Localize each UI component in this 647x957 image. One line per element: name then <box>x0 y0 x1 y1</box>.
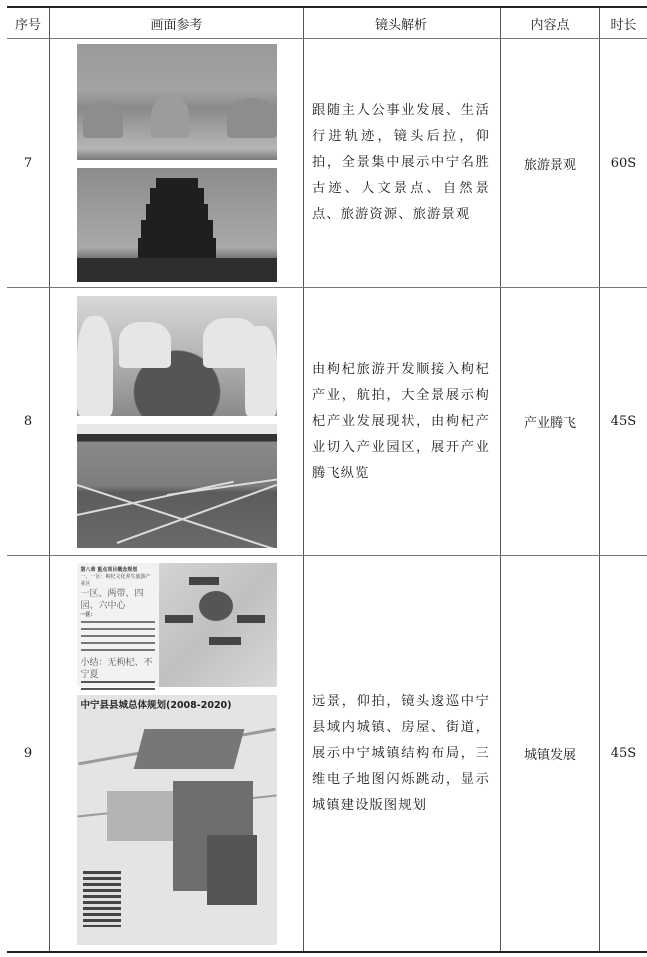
table-row <box>7 555 647 951</box>
duration: 45S <box>599 556 647 951</box>
goji-processing-factory-photo <box>77 296 277 416</box>
reference-images <box>49 556 303 951</box>
row-number: 8 <box>23 414 33 429</box>
master-plan-title: 中宁县县城总体规划(2008-2020) <box>80 699 232 711</box>
table-row <box>7 287 647 555</box>
reference-images <box>49 39 303 287</box>
table-row <box>7 39 647 287</box>
map-legend <box>83 871 121 927</box>
header-content-point: 内容点 <box>500 8 599 38</box>
county-master-plan-map <box>77 695 277 945</box>
content-point: 旅游景观 <box>500 39 599 287</box>
header-duration: 时长 <box>599 8 647 38</box>
plan-chapter: 第八章 重点项目概念规划 <box>80 566 138 573</box>
shot-description: 跟随主人公事业发展、生活行进轨迹，镜头后拉，仰拍，全景集中展示中宁名胜古迹、人文景点、自然景点、旅游资源、旅游景观 <box>312 103 490 222</box>
shot-description: 由枸杞旅游开发顺接入枸杞产业，航拍，大全景展示枸杞产业发展现状，由枸杞产业切入产业园区，展开产业腾飞纵览 <box>312 361 490 481</box>
row-number: 7 <box>23 155 33 171</box>
goji-drying-field-photo <box>77 424 277 548</box>
header-reference: 画面参考 <box>49 8 303 38</box>
sand-sculpture-photo <box>77 44 277 160</box>
table-header <box>7 8 647 39</box>
shot-script-table <box>7 6 647 953</box>
reference-images <box>49 288 303 555</box>
row-number: 9 <box>23 746 33 761</box>
content-point: 城镇发展 <box>500 556 599 951</box>
plan-tagline: 小结：无枸杞、不宁夏 <box>80 657 153 680</box>
plan-body-text <box>81 621 155 655</box>
content-point: 产业腾飞 <box>500 288 599 555</box>
pavilion-tower-photo <box>77 168 277 282</box>
plan-section: 一区： <box>80 611 96 618</box>
plan-subtitle: 一、一区：枸杞文化养生旅游产业区 <box>80 573 151 587</box>
plan-slogan: 一区、两带、四园、六中心 <box>80 588 144 611</box>
duration: 60S <box>599 39 647 287</box>
header-no: 序号 <box>14 17 41 33</box>
header-shot-analysis: 镜头解析 <box>303 8 500 38</box>
planning-concept-map <box>77 563 277 687</box>
concept-map-image <box>159 563 277 687</box>
duration: 45S <box>599 288 647 555</box>
shot-description: 远景，仰拍，镜头逡巡中宁县域内城镇、房屋、街道，展示中宁城镇结构布局，三维电子地图闪烁跳动，显示城镇建设版图规划 <box>312 693 490 813</box>
